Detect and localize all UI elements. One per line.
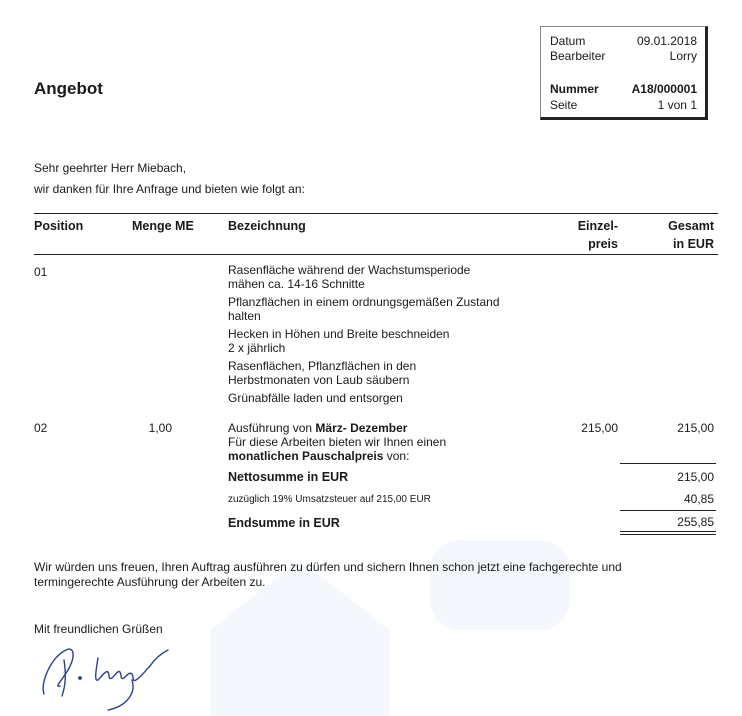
date-label: Datum (550, 34, 586, 48)
pos1-line: Herbstmonaten von Laub säubern (228, 373, 410, 387)
col-unit-price-1: Einzel- (577, 219, 618, 233)
number-label: Nummer (550, 82, 599, 96)
col-position: Position (34, 219, 84, 233)
watermark-logo (190, 520, 610, 716)
pos2-number: 02 (34, 421, 48, 435)
number-value: A18/000001 (631, 82, 697, 96)
pos2-unit-price: 215,00 (581, 421, 618, 435)
intro-text: wir danken für Ihre Anfrage und bieten wie folgt an: (34, 182, 305, 196)
document-info-box (540, 26, 708, 120)
pos2-total: 215,00 (677, 421, 714, 435)
header-bottom-rule (34, 254, 718, 255)
pos1-line: Rasenflächen, Pflanzflächen in den (228, 359, 417, 373)
net-total-label: Nettosumme in EUR (228, 470, 349, 484)
col-quantity: Menge ME (132, 219, 194, 233)
clerk-label: Bearbeiter (550, 49, 606, 63)
pos1-line: Hecken in Höhen und Breite beschneiden (228, 327, 450, 341)
handwritten-signature (36, 636, 206, 716)
date-value: 09.01.2018 (636, 34, 697, 48)
vat-label: zuzüglich 19% Umsatzsteuer auf 215,00 EUR (228, 494, 431, 505)
net-total-value: 215,00 (677, 470, 714, 484)
grand-total-value: 255,85 (677, 515, 714, 529)
regards: Mit freundlichen Grüßen (34, 622, 163, 636)
pos1-line: 2 x jährlich (228, 341, 286, 355)
pos1-line: mähen ca. 14-16 Schnitte (228, 277, 365, 291)
page-label: Seite (550, 98, 578, 112)
pos2-line2: Für diese Arbeiten bieten wir Ihnen einen (228, 435, 447, 449)
pos1-description (228, 263, 500, 405)
col-description: Bezeichnung (228, 219, 306, 233)
clerk-value: Lorry (669, 49, 697, 63)
pos1-line: halten (228, 309, 261, 323)
pos1-line: Grünabfälle laden und entsorgen (228, 391, 403, 405)
col-total-1: Gesamt (668, 219, 714, 233)
grand-total-double-rule-bottom (620, 534, 716, 535)
closing-text-2: termingerechte Ausführung der Arbeiten zu. (34, 575, 266, 589)
pos2-quantity: 1,00 (148, 421, 172, 435)
col-unit-price-2: preis (588, 237, 618, 251)
grand-total-label: Endsumme in EUR (228, 516, 340, 530)
subtotal-rule (620, 463, 716, 464)
vat-value: 40,85 (683, 492, 714, 506)
pos2-line1-bold: März- Dezember (315, 421, 408, 435)
closing-text-1: Wir würden uns freuen, Ihren Auftrag ausführen zu dürfen und sichern Ihnen schon jetzt eine fachgerechte und (34, 560, 622, 574)
pos2-description (228, 421, 446, 463)
pos1-line: Rasenfläche während der Wachstumsperiode (228, 263, 471, 277)
header-top-rule (34, 213, 718, 214)
pos2-line3 (228, 449, 446, 463)
page-value: 1 von 1 (657, 98, 697, 112)
pos2-line1-prefix: Ausführung von (228, 421, 316, 435)
vat-rule (620, 510, 716, 511)
document-title: Angebot (34, 79, 103, 98)
grand-total-double-rule-top (620, 531, 716, 532)
pos1-line: Pflanzflächen in einem ordnungsgemäßen Zustand (228, 295, 500, 309)
pos2-line3-bold: monatlichen Pauschalpreis (228, 449, 384, 463)
pos2-line1 (228, 421, 446, 435)
col-total-2: in EUR (673, 237, 714, 251)
greeting: Sehr geehrter Herr Miebach, (34, 161, 187, 175)
pos1-number: 01 (34, 265, 48, 279)
pos2-line3-suffix: von: (383, 449, 410, 463)
